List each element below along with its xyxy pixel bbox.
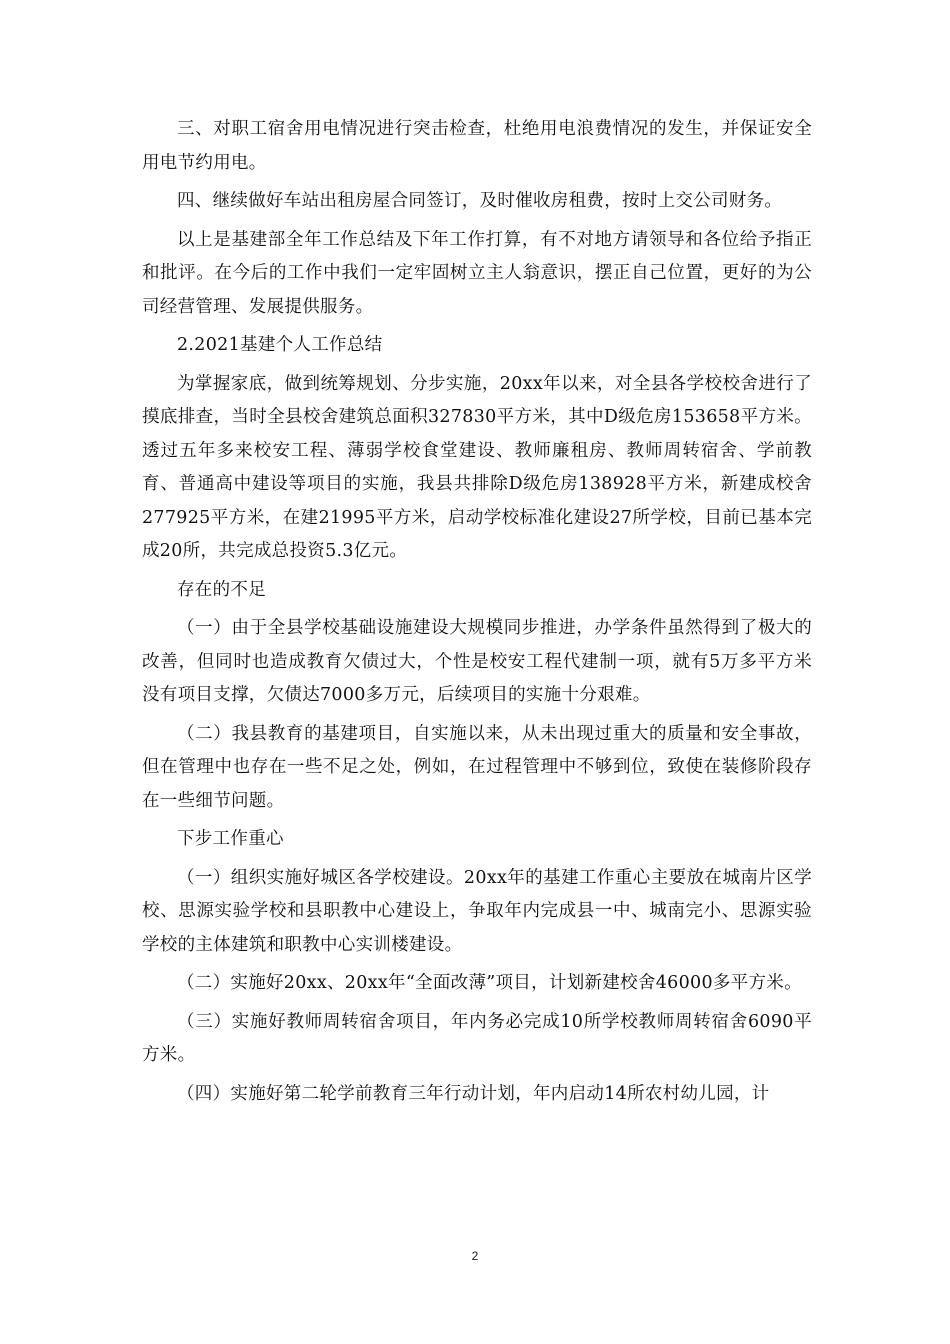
paragraph: 为掌握家底，做到统筹规划、分步实施，20xx年以来，对全县各学校校舍进行了摸底排查，当时全县校舍建筑总面积327830平方米，其中D级危房153658平方米。透过五年多来校安工程、薄弱学校食堂建设、教师廉租房、教师周转宿舍、学前教育、普通高中建设等项目的实施，我县共排除D级危房138928平方米，新建成校舍277925平方米，在建21995平方米，启动学校标准化建设27所学校，目前已基本完成20所，共完成总投资5.3亿元。: [142, 373, 812, 561]
paragraph: 四、继续做好车站出租房屋合同签订，及时催收房租费，按时上交公司财务。: [177, 191, 783, 211]
paragraph: （二）我县教育的基建项目，自实施以来，从未出现过重大的质量和安全事故，但在管理中也存在一些不足之处，例如，在过程管理中不够到位，致使在装修阶段存在一些细节问题。: [142, 723, 812, 811]
section-heading: 2.2021基建个人工作总结: [177, 335, 383, 355]
paragraph: （二）实施好20xx、20xx年“全面改薄”项目，计划新建校舍46000多平方米。: [177, 973, 802, 993]
paragraph: 三、对职工宿舍用电情况进行突击检查，杜绝用电浪费情况的发生，并保证安全用电节约用电。: [142, 119, 812, 173]
subsection-heading: 存在的不足: [177, 579, 266, 600]
paragraph: 以上是基建部全年工作总结及下年工作打算，有不对地方请领导和各位给予指正和批评。在今后的工作中我们一定牢固树立主人翁意识，摆正自己位置，更好的为公司经营管理、发展提供服务。: [142, 229, 812, 317]
body-text: [142, 113, 812, 1116]
paragraph: （四）实施好第二轮学前教育三年行动计划，年内启动14所农村幼儿园，计: [177, 1083, 770, 1104]
paragraph: （一）组织实施好城区各学校建设。20xx年的基建工作重心主要放在城南片区学校、思源实验学校和县职教中心建设上，争取年内完成县一中、城南完小、思源实验学校的主体建筑和职教中心实训楼建设。: [142, 867, 812, 955]
page-number: 2: [471, 1249, 479, 1263]
paragraph: （三）实施好教师周转宿舍项目，年内务必完成10所学校教师周转宿舍6090平方米。: [142, 1011, 812, 1065]
subsection-heading: 下步工作重心: [177, 829, 284, 849]
paragraph: （一）由于全县学校基础设施建设大规模同步推进，办学条件虽然得到了极大的改善，但同时也造成教育欠债过大，个性是校安工程代建制一项，就有5万多平方米没有项目支撑，欠债达7000多万元，后续项目的实施十分艰难。: [142, 618, 812, 705]
